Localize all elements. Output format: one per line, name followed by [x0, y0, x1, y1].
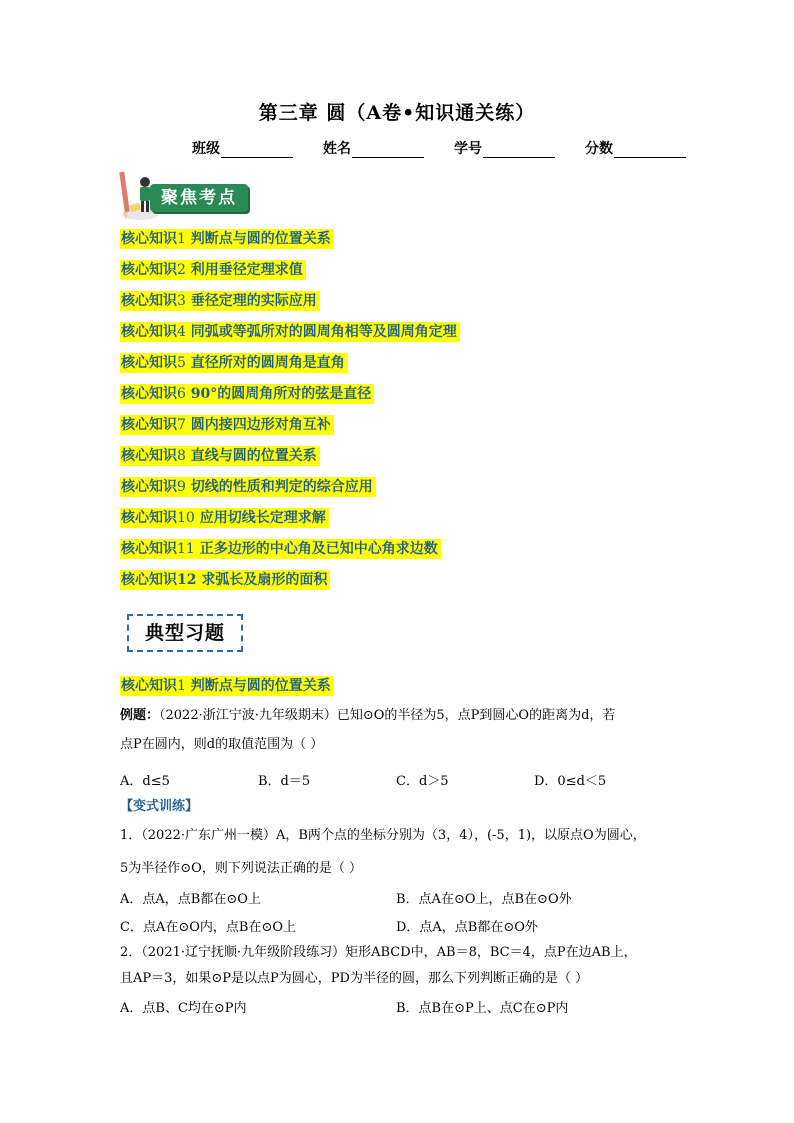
kp-num: 6: [177, 386, 186, 402]
kp-num: 10: [177, 510, 195, 526]
kp-text: 判断点与圆的位置关系: [190, 231, 331, 247]
kp-prefix: 核心知识: [121, 510, 177, 526]
kp-text: 90°的圆周角所对的弦是直径: [190, 386, 372, 402]
q2-line-1: 2．（2021·辽宁抚顺·九年级阶段练习）矩形ABCD中，AB＝8，BC＝4，点P在边AB上，: [120, 945, 637, 960]
typical-exercises-box: 典型习题: [127, 614, 243, 652]
q1-line-1: 1．（2022·广东广州一模）A，B两个点的坐标分别为（3，4），(-5，1)，以原点O为圆心，: [120, 828, 646, 843]
example-option-d[interactable]: D．0≤d＜5: [534, 774, 607, 789]
kp-num: 3: [177, 293, 186, 309]
list-item[interactable]: [120, 569, 460, 600]
q1-option-d[interactable]: D．点A，点B都在⊙O外: [396, 920, 538, 935]
kp-text: 利用垂径定理求值: [190, 262, 303, 278]
kp-text: 直径所对的圆周角是直角: [190, 355, 345, 371]
kp-prefix: 核心知识: [121, 572, 177, 588]
example-line-1: [120, 706, 680, 726]
kp-prefix: 核心知识: [121, 479, 177, 495]
kp-num: 12: [177, 572, 197, 588]
kp-text: 切线的性质和判定的综合应用: [190, 479, 373, 495]
kp-text: 同弧或等弧所对的圆周角相等及圆周角定理: [190, 324, 457, 340]
list-item[interactable]: [120, 321, 460, 352]
kp-text: 求弧长及扇形的面积: [201, 572, 328, 588]
list-item[interactable]: [120, 476, 460, 507]
list-item[interactable]: [120, 352, 460, 383]
kp-text: 圆内接四边形对角互补: [190, 417, 331, 433]
focus-banner: [118, 170, 253, 222]
example-option-b[interactable]: B．d＝5: [258, 774, 311, 789]
example-option-c[interactable]: C．d＞5: [396, 774, 449, 789]
example-line-2: 点P在圆内，则d的取值范围为（ ）: [120, 737, 324, 752]
q1-option-a[interactable]: A．点A，点B都在⊙O上: [120, 892, 261, 907]
kp-prefix: 核心知识: [121, 355, 177, 371]
q1-option-b[interactable]: B．点A在⊙O上，点B在⊙O外: [396, 892, 572, 907]
variant-training-label: 【变式训练】: [120, 799, 199, 814]
list-item[interactable]: [120, 259, 460, 290]
score-field[interactable]: [585, 138, 686, 158]
section-heading: [120, 675, 334, 696]
kp-prefix: 核心知识: [121, 417, 177, 433]
class-blank[interactable]: [221, 143, 293, 158]
student-info-row: [192, 138, 716, 158]
score-label: 分数: [585, 141, 613, 157]
list-item[interactable]: [120, 228, 460, 259]
kp-num: 8: [177, 448, 186, 464]
kp-num: 5: [177, 355, 186, 371]
q2-option-b[interactable]: B．点B在⊙P上、点C在⊙P内: [396, 1001, 569, 1016]
knowledge-point-list: [120, 228, 460, 600]
kp-num: 7: [177, 417, 186, 433]
kp-prefix: 核心知识: [121, 293, 177, 309]
score-blank[interactable]: [614, 143, 686, 158]
example-label: 例题：: [120, 708, 160, 723]
list-item[interactable]: [120, 507, 460, 538]
kp-num: 9: [177, 479, 186, 495]
example-options: [120, 770, 606, 789]
section-heading-num: 1: [177, 678, 186, 694]
q1-options-row-2: [120, 916, 538, 935]
student-id-blank[interactable]: [483, 143, 555, 158]
class-field[interactable]: [192, 138, 293, 158]
q2-line-2: 且AP＝3，如果⊙P是以点P为圆心，PD为半径的圆，那么下列判断正确的是（ ）: [120, 971, 589, 986]
section-heading-text: 判断点与圆的位置关系: [190, 678, 331, 694]
kp-num: 2: [177, 262, 186, 278]
kp-num: 11: [177, 541, 195, 557]
q2-options-row-1: [120, 997, 568, 1016]
kp-prefix: 核心知识: [121, 386, 177, 402]
example-text-1: （2022·浙江宁波·九年级期末）已知⊙O的半径为5，点P到圆心O的距离为d，若: [159, 708, 616, 723]
student-id-field[interactable]: [454, 138, 555, 158]
kp-prefix: 核心知识: [121, 541, 177, 557]
q2-option-a[interactable]: A．点B、C均在⊙P内: [120, 1001, 247, 1016]
name-blank[interactable]: [352, 143, 424, 158]
kp-prefix: 核心知识: [121, 231, 177, 247]
list-item[interactable]: [120, 414, 460, 445]
q1-option-c[interactable]: C．点A在⊙O内，点B在⊙O上: [120, 920, 296, 935]
section-heading-prefix: 核心知识: [121, 678, 177, 694]
name-label: 姓名: [323, 141, 351, 157]
kp-prefix: 核心知识: [121, 448, 177, 464]
page-title: 第三章 圆（A卷•知识通关练）: [258, 102, 536, 124]
kp-text: 垂径定理的实际应用: [190, 293, 317, 309]
list-item[interactable]: [120, 383, 460, 414]
kp-text: 正多边形的中心角及已知中心角求边数: [199, 541, 438, 557]
kp-text: 应用切线长定理求解: [199, 510, 326, 526]
example-option-a[interactable]: A．d≤5: [120, 774, 170, 789]
kp-num: 1: [177, 231, 186, 247]
q1-line-2: 5为半径作⊙O，则下列说法正确的是（ ）: [120, 861, 362, 876]
kp-text: 直线与圆的位置关系: [190, 448, 317, 464]
q1-options-row-1: [120, 888, 572, 907]
kp-prefix: 核心知识: [121, 262, 177, 278]
list-item[interactable]: [120, 290, 460, 321]
kp-num: 4: [177, 324, 186, 340]
focus-label: 聚焦考点: [150, 184, 248, 212]
list-item[interactable]: [120, 538, 460, 569]
list-item[interactable]: [120, 445, 460, 476]
class-label: 班级: [192, 141, 220, 157]
kp-prefix: 核心知识: [121, 324, 177, 340]
name-field[interactable]: [323, 138, 424, 158]
student-id-label: 学号: [454, 141, 482, 157]
